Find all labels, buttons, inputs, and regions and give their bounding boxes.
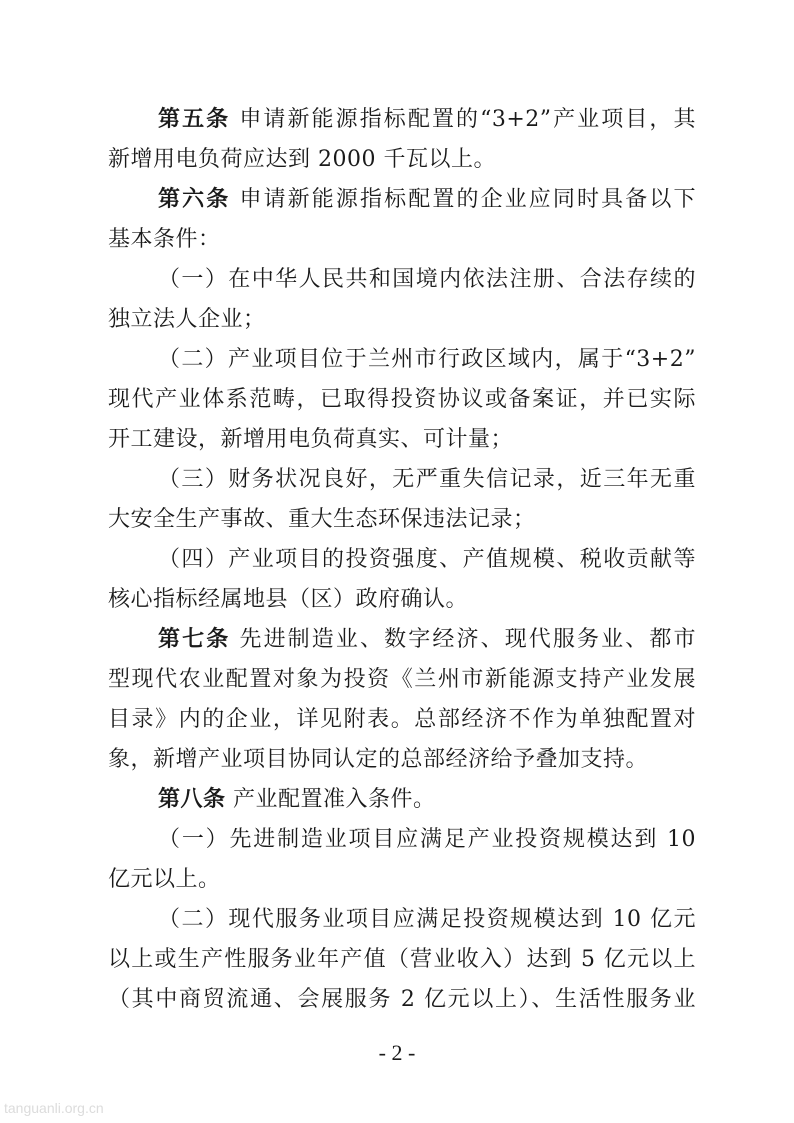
paragraph-text: 产业配置准入条件。 xyxy=(225,787,436,812)
text-line-art6-i2-l1 xyxy=(158,340,696,380)
text-line-art6-l2 xyxy=(108,220,696,260)
text-line-art6-i1-l2 xyxy=(108,300,696,340)
text-line-art6-i4-l2 xyxy=(108,580,696,620)
paragraph-text: （二）产业项目位于兰州市行政区域内，属于“3+2” xyxy=(158,347,696,372)
paragraph-text: 核心指标经属地县（区）政府确认。 xyxy=(108,587,469,612)
article-heading: 第八条 xyxy=(158,787,226,812)
text-line-art6-l1 xyxy=(158,180,696,220)
text-line-art8-i1-l1 xyxy=(158,820,696,860)
text-line-art8-l1 xyxy=(158,780,696,820)
paragraph-text: 新增用电负荷应达到 2000 千瓦以上。 xyxy=(108,147,496,172)
article-heading: 第七条 xyxy=(158,627,231,652)
paragraph-text: （一）先进制造业项目应满足产业投资规模达到 10 xyxy=(158,827,696,852)
text-line-art8-i2-l1 xyxy=(158,900,696,940)
paragraph-text: 以上或生产性服务业年产值（营业收入）达到 5 亿元以上 xyxy=(108,947,696,972)
page-number: - 2 - xyxy=(378,1040,416,1065)
text-line-art6-i2-l2 xyxy=(108,380,696,420)
paragraph-text: 基本条件： xyxy=(108,227,221,252)
text-line-art8-i2-l3 xyxy=(108,980,696,1020)
text-line-art6-i4-l1 xyxy=(158,540,696,580)
paragraph-text: （二）现代服务业项目应满足投资规模达到 10 亿元 xyxy=(158,907,696,932)
text-line-art7-l4 xyxy=(108,740,696,780)
paragraph-text: 目录》内的企业，详见附表。总部经济不作为单独配置对 xyxy=(108,707,696,732)
paragraph-text: 亿元以上。 xyxy=(108,867,221,892)
text-line-art8-i1-l2 xyxy=(108,860,696,900)
text-line-art6-i1-l1 xyxy=(158,260,696,300)
paragraph-text: （其中商贸流通、会展服务 2 亿元以上）、生活性服务业 xyxy=(108,987,696,1012)
paragraph-text: （一）在中华人民共和国境内依法注册、合法存续的 xyxy=(158,267,696,292)
paragraph-text: 现代产业体系范畴，已取得投资协议或备案证，并已实际 xyxy=(108,387,696,412)
text-line-art6-i3-l2 xyxy=(108,500,696,540)
text-line-art5-l2 xyxy=(108,140,696,180)
paragraph-text: 象，新增产业项目协同认定的总部经济给予叠加支持。 xyxy=(108,747,649,772)
paragraph-text: （三）财务状况良好，无严重失信记录，近三年无重 xyxy=(158,467,696,492)
paragraph-text: （四）产业项目的投资强度、产值规模、税收贡献等 xyxy=(158,547,696,572)
paragraph-text: 大安全生产事故、重大生态环保违法记录； xyxy=(108,507,536,532)
text-line-art6-i3-l1 xyxy=(158,460,696,500)
text-line-art8-i2-l2 xyxy=(108,940,696,980)
paragraph-text: 申请新能源指标配置的“3+2”产业项目，其 xyxy=(230,107,696,132)
text-line-art7-l2 xyxy=(108,660,696,700)
paragraph-text: 申请新能源指标配置的企业应同时具备以下 xyxy=(230,187,696,212)
article-heading: 第六条 xyxy=(158,187,231,212)
text-line-art7-l3 xyxy=(108,700,696,740)
paragraph-text: 独立法人企业； xyxy=(108,307,266,332)
text-line-art5-l1 xyxy=(158,100,696,140)
paragraph-text: 型现代农业配置对象为投资《兰州市新能源支持产业发展 xyxy=(108,667,696,692)
article-heading: 第五条 xyxy=(158,107,231,132)
text-line-art6-i2-l3 xyxy=(108,420,696,460)
paragraph-text: 开工建设，新增用电负荷真实、可计量； xyxy=(108,427,514,452)
watermark: tanguanli.org.cn xyxy=(4,1100,104,1116)
text-line-art7-l1 xyxy=(158,620,696,660)
paragraph-text: 先进制造业、数字经济、现代服务业、都市 xyxy=(230,627,696,652)
